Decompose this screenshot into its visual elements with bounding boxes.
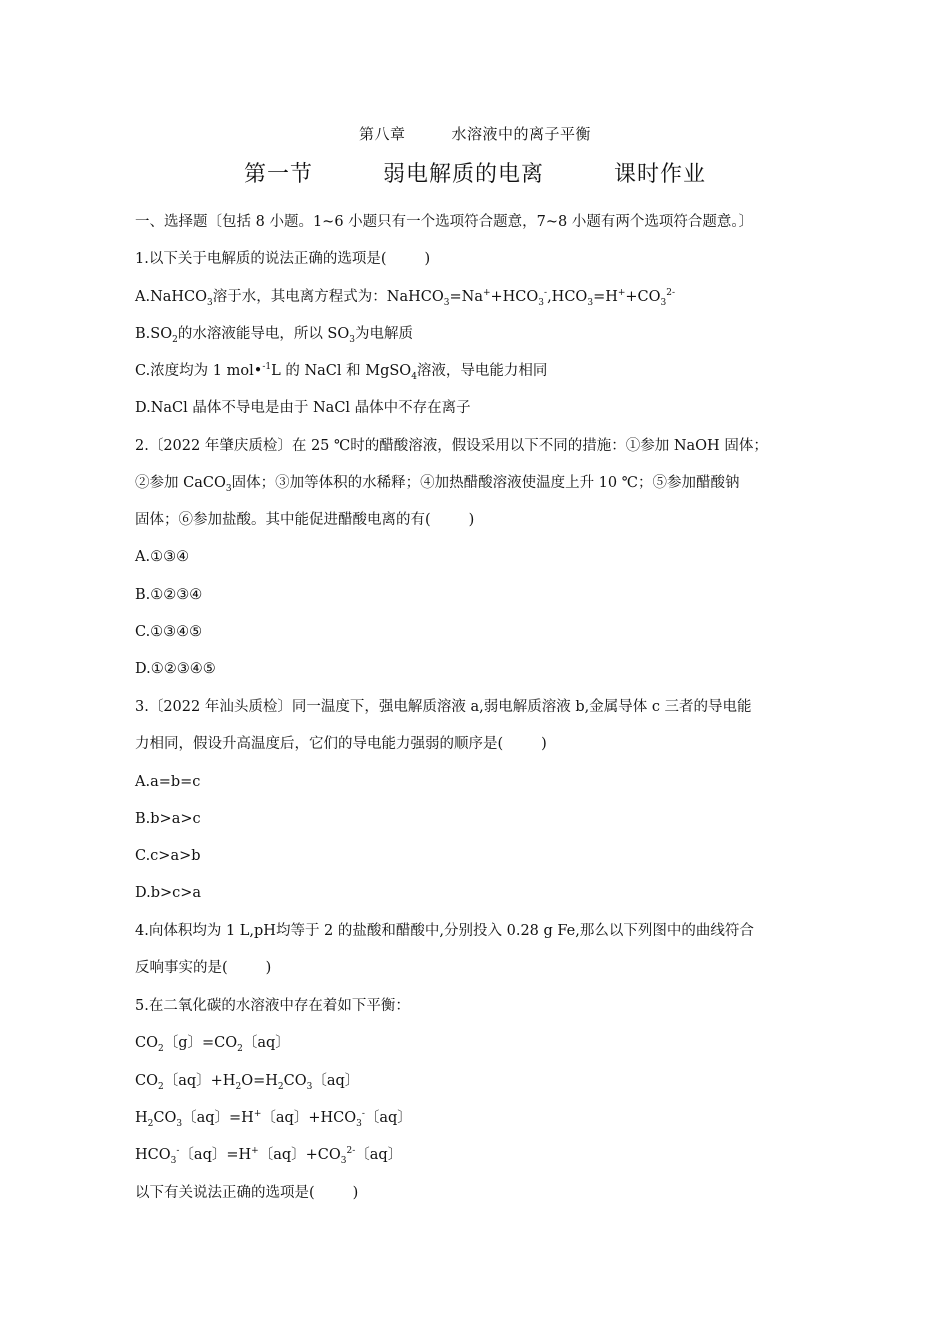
chapter-number: 第八章 [358,125,406,143]
q3-option-b: B.b>a>c [135,811,201,827]
q2-stem-line2: ②参加 CaCO$_3$固体；③加等体积的水稀释；④加热醋酸溶液使温度上升 10 ℃；⑤参加醋酸钠 [135,475,740,494]
section-number: 第一节 [243,162,313,187]
q5-equilibrium-4: $HCO_3^-$〔aq〕=H+〔aq〕$+CO_3^{2-}$〔aq〕 [135,1146,403,1166]
chapter-heading [0,123,950,144]
section-title [0,157,950,188]
q5-equilibrium-2: $CO_2$〔aq〕$+H_2O=H_2CO_3$〔aq〕 [135,1073,360,1092]
q2-stem-line1: 2.〔2022 年肇庆质检〕在 25 ℃时的醋酸溶液，假设采用以下不同的措施：①参加 NaOH 固体； [135,438,768,454]
doc-type: 课时作业 [614,162,707,187]
q3-stem-line2: 力相同，假设升高温度后，它们的导电能力强弱的顺序是( ) [135,736,547,752]
q2-option-b: B.①②③④ [135,587,203,603]
q1-option-a: A.NaHCO$_3$溶于水，其电离方程式为：$NaHCO_3=Na^++HCO_3^-,HCO_3=H^++CO_3^{2-}$ [135,288,676,308]
q5-equilibrium-1: $CO_2$〔g〕$=CO_2$〔aq〕 [135,1035,290,1054]
q5-question: 以下有关说法正确的选项是( ) [135,1185,359,1201]
q3-option-a: A.a=b=c [135,774,201,790]
q4-stem-line2: 反响事实的是( ) [135,960,272,976]
q5-equilibrium-3: $H_2CO_3$〔aq〕=H+〔aq〕$+HCO_3^-$〔aq〕 [135,1109,412,1129]
instructions: 一、选择题〔包括 8 小题。1~6 小题只有一个选项符合题意，7~8 小题有两个选项符合题意。〕 [135,214,754,230]
q4-stem-line1: 4.向体积均为 1 L,pH均等于 2 的盐酸和醋酸中,分别投入 0.28 g Fe,那么以下列图中的曲线符合 [135,923,754,939]
q1-stem: 1.以下关于电解质的说法正确的选项是( ) [135,251,431,267]
chapter-title: 水溶液中的离子平衡 [451,125,592,143]
q2-option-c: C.①③④⑤ [135,624,203,640]
q3-option-d: D.b>c>a [135,885,202,901]
section-name: 弱电解质的电离 [382,162,544,187]
q1-option-d: D.NaCl 晶体不导电是由于 NaCl 晶体中不存在离子 [135,400,471,416]
q2-option-d: D.①②③④⑤ [135,661,216,677]
q3-option-c: C.c>a>b [135,848,201,864]
q5-stem-line1: 5.在二氧化碳的水溶液中存在着如下平衡： [135,998,410,1014]
q1-option-b: $B.SO_2$的水溶液能导电，所以 $SO_3$为电解质 [135,326,413,345]
q2-stem-line3: 固体；⑥参加盐酸。其中能促进醋酸电离的有( ) [135,512,475,528]
q3-stem-line1: 3.〔2022 年汕头质检〕同一温度下，强电解质溶液 a,弱电解质溶液 b,金属导体 c 三者的导电能 [135,699,752,715]
q2-option-a: A.①③④ [135,549,190,565]
q1-option-c: C.浓度均为 1 mol•$^{-1}$L 的 NaCl 和 MgSO$_4$溶液，导电能力相同 [135,362,548,382]
